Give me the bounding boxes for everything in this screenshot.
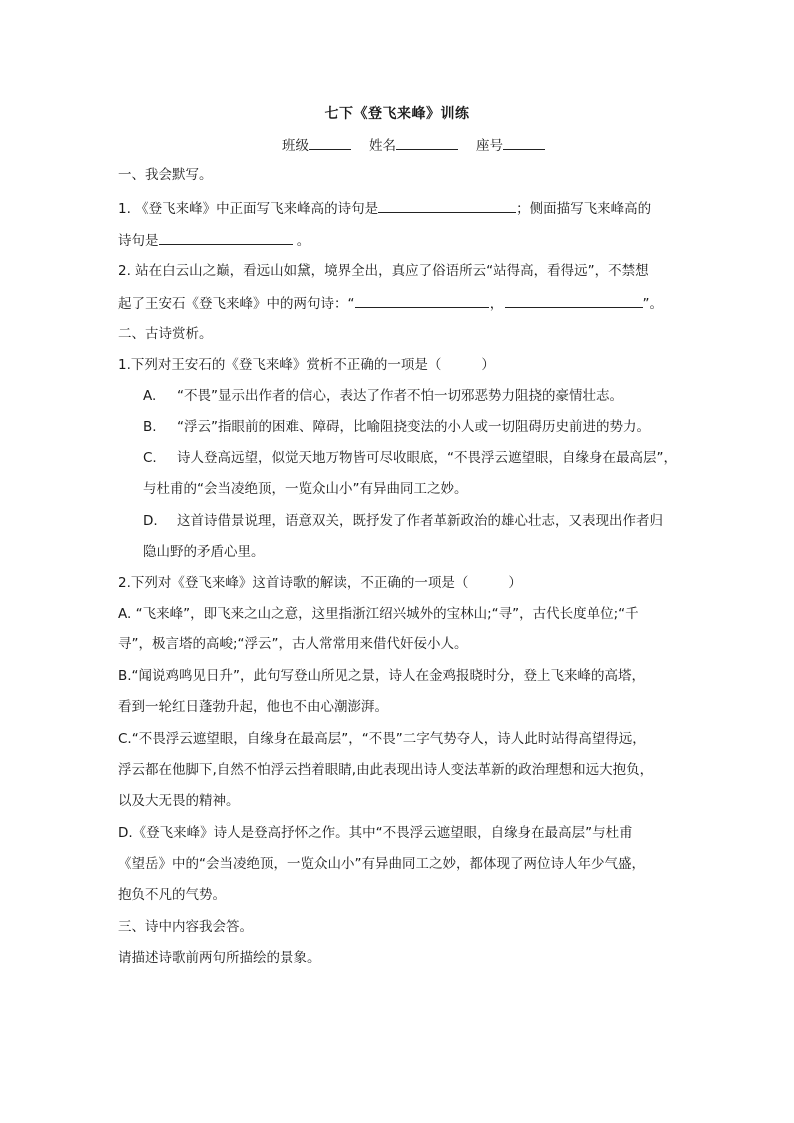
section1-q1-line2: 诗句是 。: [118, 229, 310, 251]
q1-option-a[interactable]: A. “不畏”显示出作者的信心，表达了作者不怕一切邪恶势力阻挠的豪情壮志。: [143, 388, 623, 404]
q2-text-line: B.“闻说鸡鸣见日升”，此句写登山所见之景，诗人在金鸡报晓时分，登上飞来峰的高塔，: [118, 668, 646, 684]
section3-heading: 三、诗中内容我会答。: [118, 919, 253, 935]
q2-text-line: 看到一轮红日蓬勃升起，他也不由心潮澎湃。: [118, 699, 388, 715]
q1-answer-blank-1[interactable]: [378, 197, 516, 213]
section1-q2-line2: 起了王安石《登飞来峰》中的两句诗：“ ， ”。: [118, 292, 663, 314]
q2-text-line: 《望岳》中的“会当凌绝顶，一览众山小”有异曲同工之妙，都体现了两位诗人年少气盛，: [118, 856, 645, 872]
student-info-row: [282, 134, 545, 154]
page-title: 七下《登飞来峰》训练: [324, 106, 470, 122]
q1-option-d-cont: 隐山野的矛盾心里。: [143, 544, 265, 560]
q2-answer-blank-2[interactable]: [505, 292, 643, 308]
section1-q1-line1: 1. 《登飞来峰》中正面写飞来峰高的诗句是 ；侧面描写飞来峰高的: [118, 197, 651, 219]
q1-option-c-cont: 与杜甫的“会当凌绝顶，一览众山小”有异曲同工之妙。: [143, 481, 468, 497]
q2-answer-blank-1[interactable]: [355, 292, 489, 308]
class-label: 班级: [282, 138, 309, 154]
section1-heading: 一、我会默写。: [118, 167, 213, 183]
section2-q1-stem: 1.下列对王安石的《登飞来峰》赏析不正确的一项是（ ）: [118, 357, 495, 373]
q1-option-c[interactable]: C. 诗人登高远望，似觉天地万物皆可尽收眼底，“不畏浮云遮望眼，自缘身在最高层”，: [143, 450, 677, 466]
section1-q2-line1: 2. 站在白云山之巅，看远山如黛，境界全出，真应了俗语所云“站得高，看得远”，不禁想: [118, 263, 649, 279]
seat-blank[interactable]: [503, 135, 545, 150]
section3-prompt: 请描述诗歌前两句所描绘的景象。: [118, 950, 321, 966]
q2-text-line: 浮云都在他脚下,自然不怕浮云挡着眼睛,由此表现出诗人变法革新的政治理想和远大抱负，: [118, 762, 654, 778]
section2-heading: 二、古诗赏析。: [118, 326, 213, 342]
name-blank[interactable]: [396, 135, 458, 150]
name-label: 姓名: [369, 138, 396, 154]
q2-text-line: C.“不畏浮云遮望眼，自缘身在最高层”，“不畏”二字气势夺人，诗人此时站得高望得远，: [118, 731, 646, 747]
q2-text-line: A. “飞来峰”，即飞来之山之意，这里指浙江绍兴城外的宝林山;“寻”，古代长度单位;“千: [118, 606, 639, 622]
q2-text-line: 抱负不凡的气势。: [118, 887, 226, 903]
class-blank[interactable]: [309, 135, 351, 150]
section2-q2-stem: 2.下列对《登飞来峰》这首诗歌的解读，不正确的一项是（ ）: [118, 575, 522, 591]
q1-option-b[interactable]: B. “浮云”指眼前的困难、障碍，比喻阻挠变法的小人或一切阻碍历史前进的势力。: [143, 419, 650, 435]
q1-option-d[interactable]: D. 这首诗借景说理，语意双关，既抒发了作者革新政治的雄心壮志，又表现出作者归: [143, 513, 663, 529]
q2-text-line: 寻”，极言塔的高峻;“浮云”，古人常常用来借代奸佞小人。: [118, 636, 468, 652]
q2-text-line: 以及大无畏的精神。: [118, 793, 240, 809]
q2-text-line: D.《登飞来峰》诗人是登高抒怀之作。其中“不畏浮云遮望眼，自缘身在最高层”与杜甫: [118, 825, 633, 841]
q1-answer-blank-2[interactable]: [159, 229, 293, 245]
seat-label: 座号: [476, 138, 503, 154]
